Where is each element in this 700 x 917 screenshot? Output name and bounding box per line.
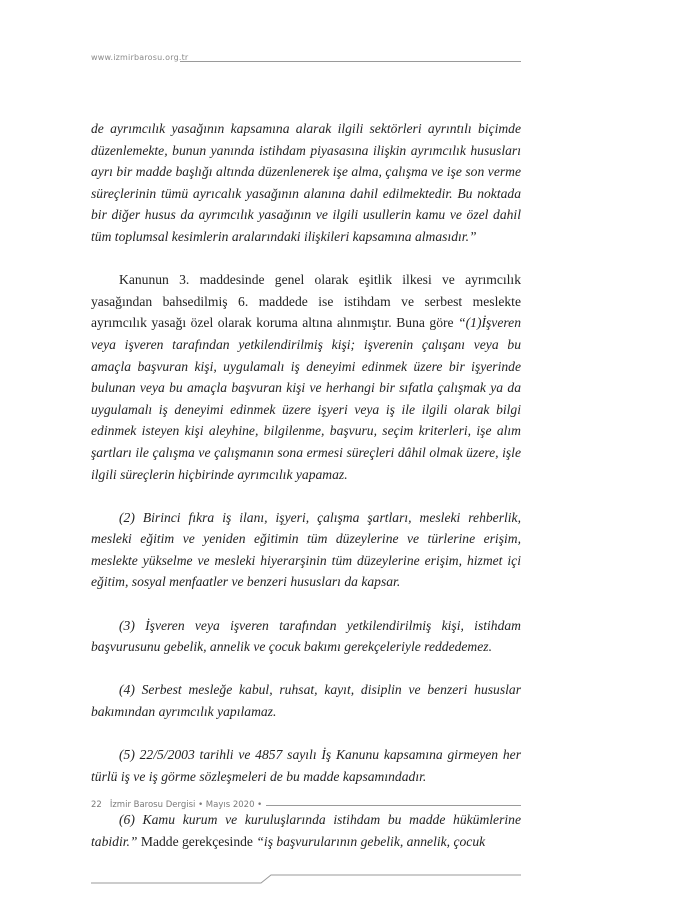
bottom-decoration-line <box>91 872 521 884</box>
page-footer <box>91 800 521 810</box>
article-clause-3: (3) İşveren veya işveren tarafından yetkilendirilmiş kişi, istihdam başvurusunu gebelik, annelik ve çocuk bakımı gerekçeleriyle reddedemez. <box>91 617 521 655</box>
article-clause-4: (4) Serbest mesleğe kabul, ruhsat, kayıt, disiplin ve benzeri hususlar bakımından ayrımcılık yapılamaz. <box>91 682 521 720</box>
paragraph-kanun <box>91 269 521 485</box>
page-number: 22 <box>91 800 102 810</box>
article-clause-2: (2) Birinci fıkra iş ilanı, işyeri, çalışma şartları, mesleki rehberlik, mesleki eğitim ve yeniden eğitimin tüm düzeylerine ve türlerine erişim, meslekte yükselme ve mesleki hiyerarşinin tüm düzeylerine erişim, hizmet içi eğitim, sosyal menfaatler ve benzeri hususları da kapsar. <box>91 509 521 590</box>
article-clause-1: “(1)İşveren veya işveren tarafından yetkilendirilmiş kişi; işverenin çalışanı veya bu amaçla başvuran kişi, uygulamalı iş deneyimi edinmek üzere bir işyerinde bulunan veya bu amaçla başvuran kişi ve herhangi bir sıfatla çalışmak ya da uygulamalı iş deneyimi edinmek üzere işyeri veya iş ile ilgili olarak bilgi edinmek isteyen kişi aleyhine, bilgilenme, başvuru, seçim kriterleri, işe alım şartları ile çalışma ve çalışmanın sona ermesi süreçleri dâhil olmak üzere, işle ilgili süreçlerin hiçbirinde ayrımcılık yapamaz. <box>91 315 521 482</box>
paragraph-kanun-text: Kanunun 3. maddesinde genel olarak eşitlik ilkesi ve ayrımcılık yasağından bahsedilmiş 6. maddede ise istihdam ve serbest meslekte ayrımcılık yasağı özel olarak koruma altına alınmıştır. Buna göre <box>91 272 521 331</box>
journal-name: İzmir Barosu Dergisi • Mayıs 2020 • <box>109 800 263 810</box>
article-clause-5: (5) 22/5/2003 tarihli ve 4857 sayılı İş Kanunu kapsamına girmeyen her türlü iş ve iş görme sözleşmeleri de bu madde kapsamındadır. <box>91 747 521 784</box>
footer-rule <box>266 805 521 806</box>
header-url: www.izmirbarosu.org.tr <box>91 53 189 62</box>
paragraph-quote-end: de ayrımcılık yasağının kapsamına alarak ilgili sektörleri ayrıntılı biçimde düzenlemekte, bunun yanında istihdam piyasasına ilişkin ayrımcılık hususları ayrı bir madde başlığı altında düzenlenerek işe alma, çalışma ve işe son verme süreçlerinin tümü ayrıcalık yasağının alanına dahil edilmektedir. Bu noktada bir diğer husus da ayrımcılık yasağının ve ilgili usullerin kamu ve özel dahil tüm toplumsal kesimlerin aralarındaki ilişkileri kapsamına almasıdır.” <box>91 121 521 244</box>
gerekce-intro: Madde gerekçesinde <box>137 833 257 849</box>
header-rule <box>180 61 521 62</box>
article-clause-6-text: (6) Kamu kurum ve kuruluşlarında istihdam bu madde hükümlerine tabidir.” <box>91 812 521 849</box>
gerekce-quote: “iş başvurularının gebelik, annelik, çocuk <box>256 833 486 849</box>
article-clause-6 <box>91 809 521 852</box>
page-body <box>91 118 521 874</box>
